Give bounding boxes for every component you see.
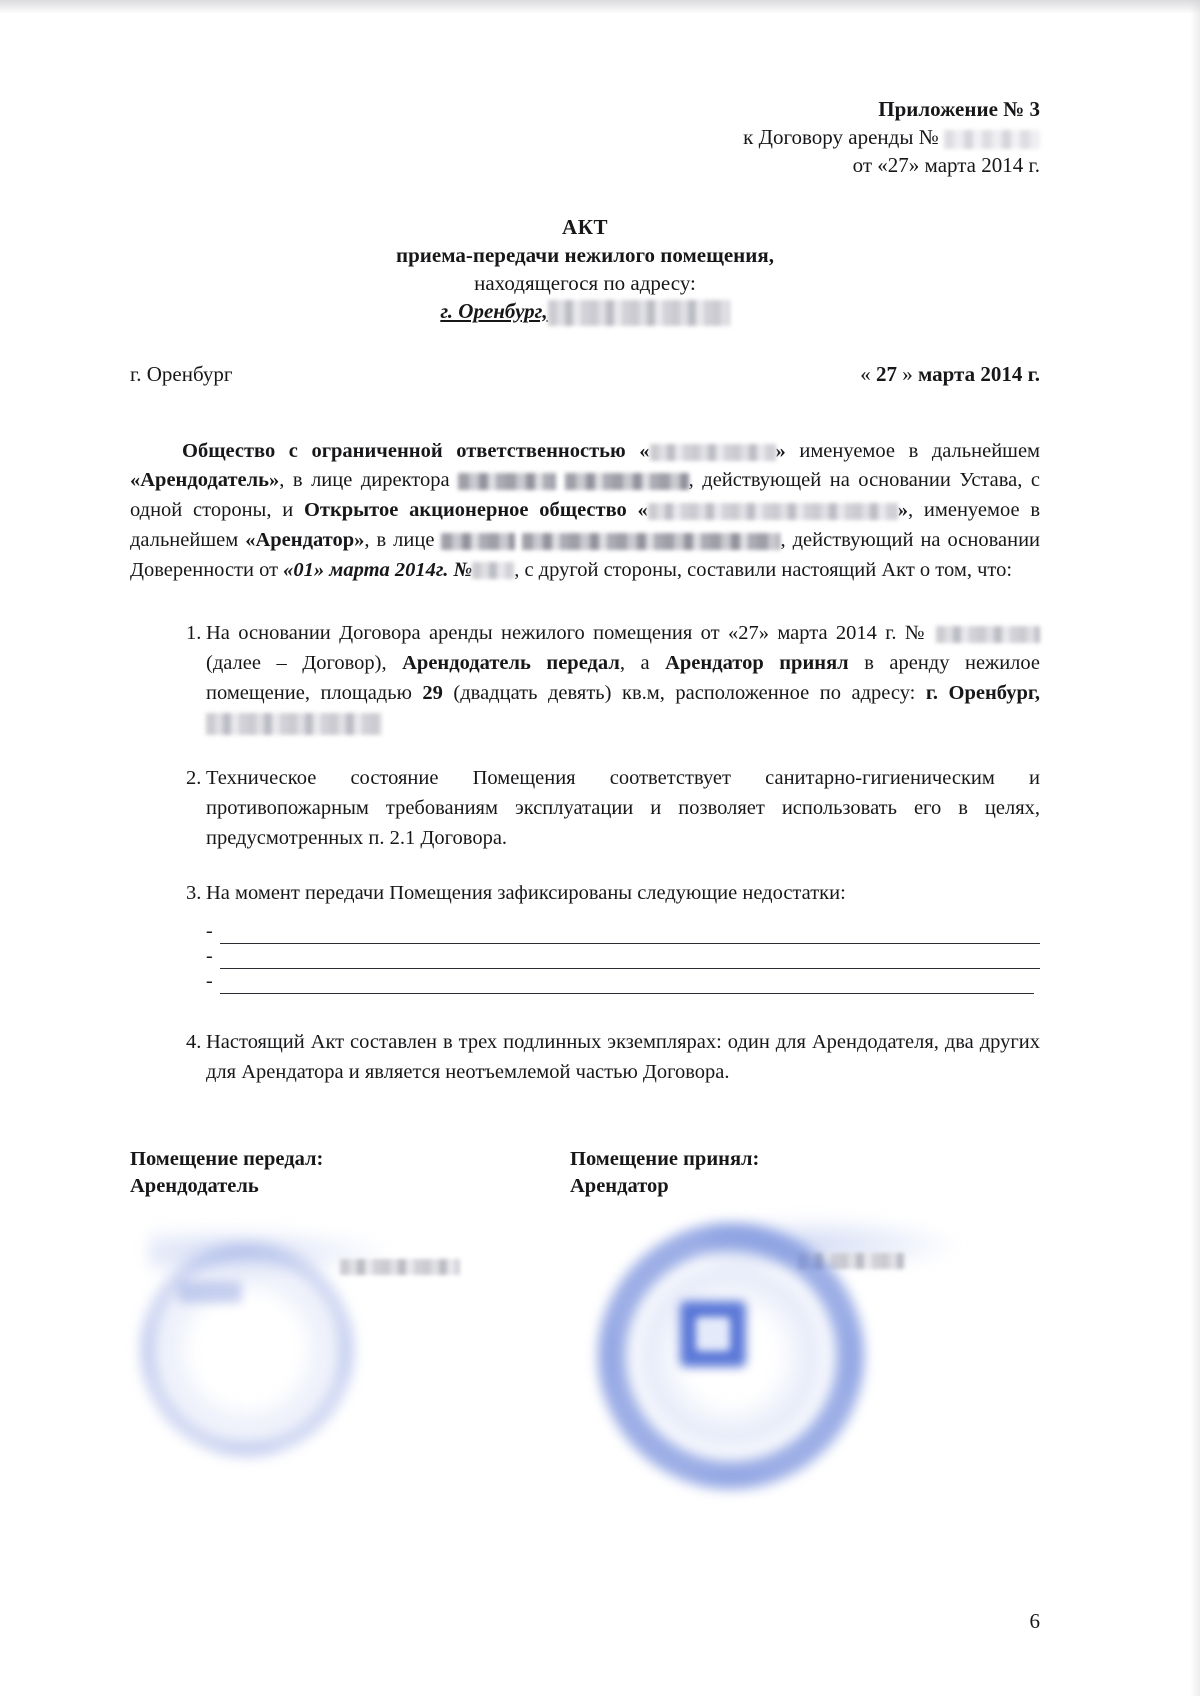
- appendix-number: 3: [1029, 97, 1040, 121]
- lessee-rep-label: , в лице: [364, 528, 435, 551]
- clause-1: [130, 619, 1040, 738]
- title-address-value: [130, 298, 1040, 326]
- contract-ref-line: [130, 124, 1040, 152]
- clause-3: [130, 879, 1040, 994]
- lessor-named-as: именуемое в дальнейшем: [799, 439, 1041, 462]
- city-date-row: [130, 362, 1040, 387]
- parties-paragraph: [130, 437, 1040, 586]
- power-of-attorney-date: «01» марта 2014г. №: [283, 558, 473, 581]
- lessor-role: «Арендодатель»: [130, 469, 280, 492]
- lessor-round-seal-icon: [140, 1243, 354, 1457]
- signature-block-lessor: [130, 1146, 570, 1465]
- document-title-block: [130, 214, 1040, 326]
- contract-ref-label: к Договору аренды №: [743, 124, 939, 149]
- contract-number-redacted: [944, 130, 1040, 149]
- clause-1-lessee-accepted: Арендатор принял: [665, 652, 849, 675]
- lessee-stamp-wrap: [570, 1215, 1010, 1465]
- defect-dash-1: -: [206, 920, 213, 943]
- clause-1-area-value: 29: [422, 681, 443, 704]
- lessor-signature-name-redacted: [340, 1259, 460, 1275]
- contract-date-line: от «27» марта 2014 г.: [852, 152, 1040, 177]
- title-address-city: г. Оренбург,: [440, 298, 548, 323]
- lessee-rep-name-redacted: [441, 533, 515, 550]
- date-open-quote: «: [860, 361, 871, 386]
- defect-line-3[interactable]: [206, 969, 1040, 994]
- clause-1-address-redacted: [206, 713, 382, 735]
- title-address-label: находящегося по адресу:: [474, 270, 696, 295]
- clause-1-seg4: , а: [619, 652, 650, 675]
- power-of-attorney-number-redacted: [472, 562, 514, 579]
- clause-3-body: [206, 879, 1040, 994]
- appendix-line: [130, 96, 1040, 124]
- defect-rule-1[interactable]: [220, 942, 1040, 944]
- clause-2-body: Техническое состояние Помещения соответствует санитарно-гигиеническим и противопожарным требованиям эксплуатации и позволяет использовать его в целях, предусмотренных п. 2.1 Договора.: [206, 767, 1040, 849]
- lessee-role: «Арендатор»: [245, 528, 365, 551]
- clause-3-text: На момент передачи Помещения зафиксированы следующие недостатки:: [206, 882, 846, 905]
- scan-edge-shadow-top: [0, 0, 1200, 14]
- clause-1-body: [206, 619, 1040, 738]
- defect-dash-2: -: [206, 945, 213, 968]
- defect-dash-3: -: [206, 970, 213, 993]
- page-number: 6: [1029, 1609, 1040, 1633]
- lessor-seal-inner-text: [178, 1281, 242, 1303]
- scan-edge-shadow-right: [1190, 0, 1200, 1696]
- lessee-basis: , действующий на основании Доверенности от: [130, 528, 1041, 581]
- lessee-rep-fullname-redacted: [522, 533, 780, 550]
- lessor-basis: , действующей на основании Устава, с одной стороны, и: [130, 469, 1041, 522]
- clause-2: [130, 764, 1040, 853]
- signature-block-lessee: [570, 1146, 1010, 1465]
- title-subtitle: приема-передачи нежилого помещения,: [396, 242, 774, 267]
- clause-1-seg1: На основании Договора аренды нежилого помещения от «27» марта 2014 г. №: [206, 622, 928, 645]
- date-close-quote: »: [902, 361, 913, 386]
- defect-line-1[interactable]: [206, 919, 1040, 944]
- lessor-name-redacted: [650, 444, 776, 461]
- appendix-label: Приложение №: [878, 97, 1025, 121]
- clause-4: [130, 1028, 1040, 1087]
- defect-line-2[interactable]: [206, 944, 1040, 969]
- lessee-named-as: , именуемое в дальнейшем: [130, 499, 1041, 551]
- lessee-name-redacted: [648, 503, 898, 520]
- date-month-year: марта 2014 г.: [917, 361, 1040, 386]
- clause-3-number: 3.: [186, 882, 202, 905]
- clause-1-lessor-handed: Арендодатель передал: [402, 652, 620, 675]
- quote-open-1: «: [639, 439, 650, 462]
- lessor-director-name-redacted: [458, 473, 556, 490]
- defect-rule-3[interactable]: [220, 992, 1034, 994]
- lessee-entity-type: Открытое акционерное общество: [303, 499, 627, 522]
- signing-date: [860, 362, 1040, 387]
- city-label: г. Оренбург: [130, 361, 233, 386]
- lessor-director-label: , в лице директора: [279, 469, 450, 492]
- quote-open-2: «: [637, 499, 648, 522]
- clause-1-number: 1.: [186, 622, 202, 645]
- lessee-seal-core-inner: [696, 1317, 730, 1351]
- document-header: [130, 96, 1040, 180]
- lessor-stamp-wrap: [130, 1215, 570, 1465]
- lessor-entity-type: Общество с ограниченной ответственностью: [182, 439, 626, 462]
- clause-1-address-city: г. Оренбург,: [925, 681, 1041, 704]
- defect-rule-2[interactable]: [220, 967, 1040, 969]
- lessor-role-heading: Арендодатель: [130, 1175, 259, 1198]
- clause-4-body: Настоящий Акт составлен в трех подлинных экземплярах: один для Арендодателя, два других для Арендатора и является неотъемлемой частью Договора.: [206, 1031, 1040, 1083]
- clause-4-number: 4.: [186, 1031, 202, 1054]
- title-address-redacted: [548, 300, 730, 326]
- intro-closing: , с другой стороны, составили настоящий Акт о том, что:: [514, 558, 1013, 581]
- quote-close-2: »: [897, 499, 909, 522]
- lessee-role-heading: Арендатор: [570, 1175, 669, 1198]
- clause-1-contract-number-redacted: [936, 626, 1040, 643]
- clause-1-seg7: (двадцать девять) кв.м, расположенное по адресу:: [453, 681, 916, 704]
- clause-2-number: 2.: [186, 767, 202, 790]
- signature-area: [130, 1146, 1040, 1465]
- lessor-handover-heading: Помещение передал:: [130, 1147, 324, 1170]
- defects-list: [206, 919, 1040, 994]
- clause-1-seg6: в аренду нежилое помещение, площадью: [206, 652, 1041, 704]
- clause-1-seg2: (далее – Договор),: [206, 652, 387, 675]
- lessee-accept-heading: Помещение принял:: [570, 1147, 760, 1170]
- quote-close-1: »: [775, 439, 786, 462]
- lessor-director-patronymic-redacted: [565, 473, 689, 490]
- title-akt: АКТ: [562, 214, 608, 239]
- date-day: 27: [875, 361, 897, 386]
